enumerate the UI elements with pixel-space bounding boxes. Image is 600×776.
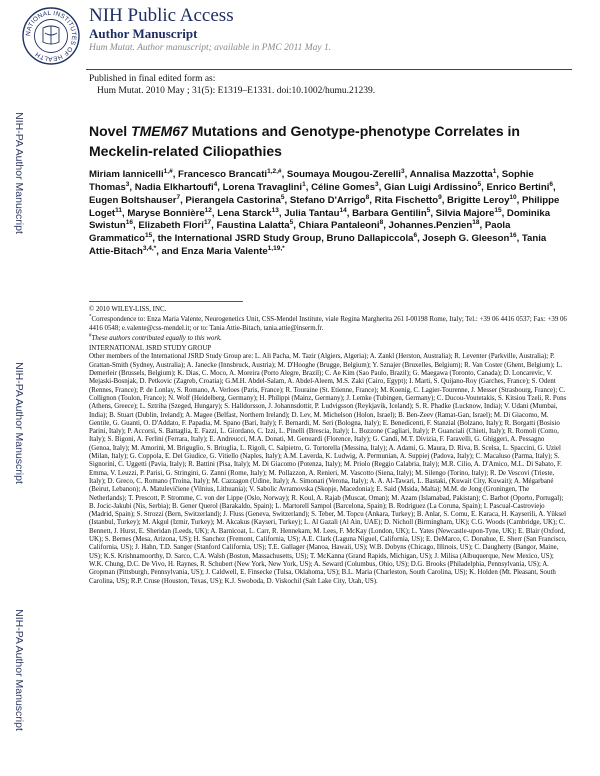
author-name: the International JSRD Study Group [157, 233, 322, 245]
svg-text:NATIONAL INSTITUTES OF HEALTH: NATIONAL INSTITUTES OF HEALTH [24, 9, 78, 63]
author-name: Barbara Gentilin [352, 207, 427, 219]
sidebar-label-1: NIH-PA Author Manuscript [13, 112, 25, 234]
author-affiliation: 4 [213, 180, 218, 188]
author-name: Philippe Loget [89, 194, 560, 219]
author-affiliation: 5 [280, 193, 285, 201]
author-name: Soumaya Mougou-Zerelli [286, 169, 401, 180]
author-list: Miriam Iannicelli$^{1,\#}$, Francesco Brancati$^{1,2,\#}$, Soumaya Mougou-Zerelli$^3$, Annalisa Mazzotta$^1$, Sophie Thomas$^3$, Nadia Elkhartoufi$^4$, Lorena Travaglini$^1$, Céline Gomes$^3$, Gian Luigi Ardissino$^5$, Enrico Bertini$^6$, Eugen Boltshauser$^7$, Pierangela Castorina$^5$, Stefano D'Arrigo$^8$, Rita Fischetto$^9$, Brigitte Leroy$^{10}$, Philippe Loget$^{11}$, Maryse Bonnière$^{12}$, Lena Starck$^{13}$, Julia Tantau$^{14}$, Barbara Gentilin$^5$, Silvia Majore$^{15}$, Dominika Swistun$^{16}$, Elizabeth Flori$^{17}$, Faustina Lalatta$^5$, Chiara Pantaleoni$^8$, Johannes.Penzien$^{18}$, Paola Grammatico$^{15}$, the International JSRD Study Group, Bruno Dallapiccola$^6$, Joseph G. Gleeson$^{16}$, Tania Attie-Bitach$^{3,4,*}$, and Enza Maria Valente$^{1,19,*}$ [89, 167, 560, 258]
nih-public-access-title: NIH Public Access [89, 5, 234, 26]
author-affiliation: 3 [375, 180, 379, 188]
study-group-heading: INTERNATIONAL JSRD STUDY GROUP [89, 345, 212, 353]
author-affiliation: 9 [438, 193, 442, 201]
header-divider [86, 69, 572, 70]
author-affiliation: 3,4,* [142, 244, 157, 252]
correspondence-note: *Correspondence to: Enza Maria Valente, Neurogenetics Unit, CSS-Mendel Institute, viale Regina Margherita 261 I-00198 Rome, Italy; Tel.: +39 06 4416 0537; Fax: +39 06 4416 0548; e.valente@css-mendel.it; or to: Tania Attie-Bitach, tania.attie@inserm.fr. [89, 315, 567, 332]
author-name: Francesco Brancati [178, 169, 268, 180]
author-affiliation: 3 [400, 167, 405, 175]
author-affiliation: 5 [289, 219, 294, 227]
author-name: Miriam Iannicelli [89, 169, 164, 180]
author-name: Nadia Elkhartoufi [134, 181, 214, 193]
sidebar-label-2: NIH-PA Author Manuscript [13, 362, 25, 484]
author-name: Gian Luigi Ardissino [384, 181, 478, 193]
author-affiliation: 6 [413, 232, 418, 240]
nih-seal-logo [21, 6, 81, 66]
author-name: Enrico Bertini [486, 181, 550, 193]
author-name: Eugen Boltshauser [89, 194, 177, 206]
author-name: Bruno Dallapiccola [326, 233, 414, 245]
author-affiliation: 1,2,# [267, 167, 282, 175]
author-affiliation: 18 [472, 219, 480, 227]
author-affiliation: 1,19,* [267, 244, 285, 252]
author-affiliation: 15 [494, 206, 502, 214]
author-affiliation: 1 [302, 180, 306, 188]
author-affiliation: 1 [492, 167, 497, 175]
article-title: Novel TMEM67 Mutations and Genotype-phenotype Correlates in Meckelin-related Ciliopathies [89, 123, 520, 159]
author-name: Céline Gomes [311, 181, 376, 193]
gene-name: TMEM67 [131, 123, 188, 139]
author-name: Brigitte Leroy [447, 194, 510, 206]
author-affiliation: 14 [339, 206, 347, 214]
footnotes [89, 306, 567, 588]
author-name: Lorena Travaglini [222, 181, 303, 193]
citation-line: Hum Mutat. 2010 May ; 31(5): E1319–E1331. doi:10.1002/humu.21239. [97, 86, 376, 96]
published-label: Published in final edited form as: [89, 74, 216, 84]
author-name: Chiara Pantaleoni [298, 220, 380, 232]
author-name: Tania Attie-Bitach [89, 233, 547, 258]
author-name: Johannes.Penzien [388, 220, 473, 232]
author-name: Faustina Lalatta [216, 220, 290, 232]
author-name: Paola Grammatico [89, 220, 511, 245]
author-name: Sophie Thomas [89, 169, 534, 193]
author-name: Pierangela Castorina [185, 194, 281, 206]
author-name: Maryse Bonnière [127, 207, 205, 219]
copyright: © 2010 WILEY-LISS, INC. [89, 306, 167, 313]
author-affiliation: 10 [509, 193, 517, 201]
author-name: Julia Tantau [284, 207, 340, 219]
author-affiliation: 17 [203, 219, 212, 227]
author-name: Rita Fischetto [374, 194, 439, 206]
author-affiliation: 13 [271, 206, 279, 214]
author-affiliation: 6 [549, 180, 553, 188]
author-affiliation: 8 [365, 193, 370, 201]
author-name: Annalisa Mazzotta [409, 169, 493, 180]
author-affiliation: 16 [125, 219, 134, 227]
equal-contribution-note: #These authors contributed equally to this work. [89, 333, 222, 342]
author-affiliation: 5 [426, 206, 431, 214]
availability-note: Hum Mutat. Author manuscript; available in PMC 2011 May 1. [89, 43, 332, 53]
sidebar-label-3: NIH-PA Author Manuscript [13, 609, 25, 731]
author-name: Elizabeth Flori [138, 220, 204, 232]
author-affiliation: 5 [477, 180, 482, 188]
footnote-divider [89, 301, 243, 302]
author-affiliation: 1,# [163, 167, 173, 175]
author-affiliation: 12 [204, 206, 212, 214]
study-group-members: Other members of the International JSRD Study Group are: L. Ali Pacha, M. Tazir (Algiers, Algeria); A. Zankl (Herston, Australia); R. Leventer (Parkville, Australia); P. Grattan-Smith (Sydney, Australia); A. Janecke (Innsbruck, Austria); M. D'Hooghe (Brugge, Belgium); Y. Sznajer (Bruxelles, Belgium); R. Van Coster (Ghent, Belgium); L. Demerleir (Brussels, Belgium); K. Dias, C. Moco, A. Moreira (Porto Alegre, Brazil); C. Ae Kim (Sao Paulo, Brazil); G. Maegawa (Toronto, Canada); D. Loncarevic, V. Mejaski-Bosnjak, D. Petkovic (Zagreb, Croatia); G.M.H. Abdel-Salam, A. Abdel-Aleem, M.S. Zaki (Cairo, Egypt); I. Marti, S. Quijano-Roy (Garches, France); S. Odent (Rennes, France); P. de Lonlay, S. Romano, A. Verloes (Paris, France); R. Touraine (St. Etienne, France); M. Koenig, C. Lagier-Tourenne, J. Messer (Strasbourg, France); C. Collignon (Toulon, France); N. Wolf (Heidelberg, Germany); H. Philippi (Mainz, Germany); J. Lemke (Tubingen, Germany); C. Ducou-Voutetakis, S. Kitsiou Tzeli, R. Pons (Athens, Greece); L. Sztriha (Szeged, Hungary); S. Halldorsson, J. Johannsdottir, P. Ludvigsson (Reykjavik, Iceland); S. R. Phadke (Lucknow, India); V. Udani (Mumbai, India); B. Stuart (Dublin, Ireland); A. Magee (Belfast, Northern Ireland); D. Lev, M. Michelson (Holon, Israel); B. Ben-Zeev (Ramat-Gan, Israel); M. Di Giacomo, M. Gentile, G. Guanti, O. D'Addato, F. Papadia, M. Spano (Bari, Italy); F. Bernardi, M. Seri (Bologna, Italy); E. Benedicenti, F. Stanzial (Bolzano, Italy); R. Borgatti (Bosisio Parini, Italy); P. Accorsi, S. Battaglia, E. Fazzi, L. Giordano, C. Izzi, L. Pinelli (Brescia, Italy); L. Bozzone (Cagliari, Italy); P. Guanciali (Chieti, Italy); R. Romoli (Como, Italy); S. Bigoni, A. Ferlini (Ferrara, Italy); E. Andreucci, M.A. Donati, M. Genuardi (Florence, Italy); G. Candi, M.T. Divizia, F. Faravelli, G. Ghiggeri, A. Pessagno (Genoa, Italy); M. Amorini, M. Briguglio, S. Briuglia, L. Rigoli, C. Salpietro, G. Tortorella (Messina, Italy); A. Adami, G. Maura, D. Riva, B. Scelsa, L. Spaccini, G. Uziel (Milan, Italy); G. Coppola, E. Del Giudice, G. Vitiello (Naples, Italy); A.M. Laverda, K. Ludwig, A. Permunian, A. Suppiej (Padova, Italy); C. Macaluso (Parma, Italy); S. Signorini, C. Uggetti (Pavia, Italy); R. Battini (Pisa, Italy); M. Di Giacomo (Potenza, Italy); M. Priolo (Reggio Calabria, Italy); M.R. Cilio, A. D'Amico, M.L. Di Sabato, F. Emma, V. Leuzzi, P. Parisi, G. Stringini, G. Zanni (Rome, Italy); M. Pollazzon, A. Renieri, M. Vascotto (Siena, Italy); M. Silengo (Torino, Italy); R. De Vescovi (Trieste, Italy); D. Greco, C. Romano (Troina, Italy); M. Cazzagon (Udine, Italy); A. Simonati (Verona, Italy); A. A. Al-Tawari, L. Bastaki, (Kuwait City, Kuwait); A. Mégarbané (Beirut, Lebanon); A. Matulevičiene (Vilnius, Lithuania); V. Sabolic Avramovska (Skopje, Macedonia); E. Said (Msida, Malta); M.M. de Jong (Groningen, The Netherlands); T. Prescott, P. Stromme, C. von der Lippe (Oslo, Norway); R. Koul, A. Rajab (Muscat, Oman); M. Azam (Islamabad, Pakistan); C. Barbot (Oporto, Portugal); B. Jocic-Jakubi (Nis, Serbia); B. Gener Querol (Barakaldo, Spain); L. Martorell Sampol (Barcelona, Spain); B. Rodriguez (La Coruna, Spain); I. Pascual-Castroviejo (Madrid, Spain); S. Strozzi (Bern, Switzerland); J. Fluss (Geneva, Switzerland); S. Teber, M. Topcu (Ankara, Turkey); B. Anlar, S. Comu, E. Karaca, H. Kayserili, A. Yüksel (Istanbul, Turkey); M. Akgul (Izmir, Turkey); M. Akcakus (Kayseri, Turkey); L. Al Gazali (Al Ain, UAE); D. Nicholl (Birmingham, UK); C.G. Woods (Cambridge, UK); C. Bennett, J. Hurst, E. Sheridan (Leeds, UK); A. Barnicoat, L. Carr, R. Hennekam, M. Lees, F. McKay (London, UK); L. Yates (Newcastle-upon-Tyne, UK); E. Blair (Oxford, UK); S. Bernes (Mesa, Arizona, US); H. Sanchez (Fremont, California, US); A.E. Clark (Laguna Niguel, California, US); E. DeMarco, C. Donahue, E. Sherr (San Francisco, California, US); J. Hahn, T.D. Sanger (Stanford California, US); T.E. Gallager (Manoa, Hawaii, US); W.B. Dobyns (Chicago, Illinois, US); C. Daugherty (Bangor, Maine, US); K.S. Krishnamoorthy, D. Sarco, C.A. Walsh (Boston, Massachusetts, US); T. McKanna (Grand Rapids, Michigan, US); J. Milisa (Albuquerque, New Mexico, US); W.K. Chung, D.C. De Vivo, H. Raynes, R. Schubert (New York, New York, US); A. Seward (Columbus, Ohio, US); D.G. Brooks (Philadelphia, Pennsylvania, US); A. Gropman (Pittsburgh, Pennsylvania, US); J. Caldwell, E. Finsecke (Tulsa, Oklahoma, US); B.L. Maria (Charleston, South Carolina, US); K. Holden (Mt. Pleasant, South Carolina, US); R.P. Cruse (Houston, Texas, US); K.J. Swoboda, D. Viskochil (Salt Lake City, Utah, US). [89, 353, 567, 585]
author-affiliation: 16 [509, 232, 517, 240]
author-affiliation: 11 [115, 206, 122, 214]
author-name: Dominika Swistun [89, 207, 551, 232]
author-name: Joseph G. Gleeson [422, 233, 510, 245]
author-name: Lena Starck [217, 207, 272, 219]
author-affiliation: 7 [176, 193, 181, 201]
author-affiliation: 3 [125, 180, 130, 188]
author-name: Silvia Majore [435, 207, 495, 219]
author-manuscript-label: Author Manuscript [89, 26, 198, 41]
author-name: Enza Maria Valente [181, 246, 268, 258]
author-affiliation: 8 [379, 219, 384, 227]
author-name: Stefano D'Arrigo [289, 194, 366, 206]
author-affiliation: 15 [144, 232, 153, 240]
